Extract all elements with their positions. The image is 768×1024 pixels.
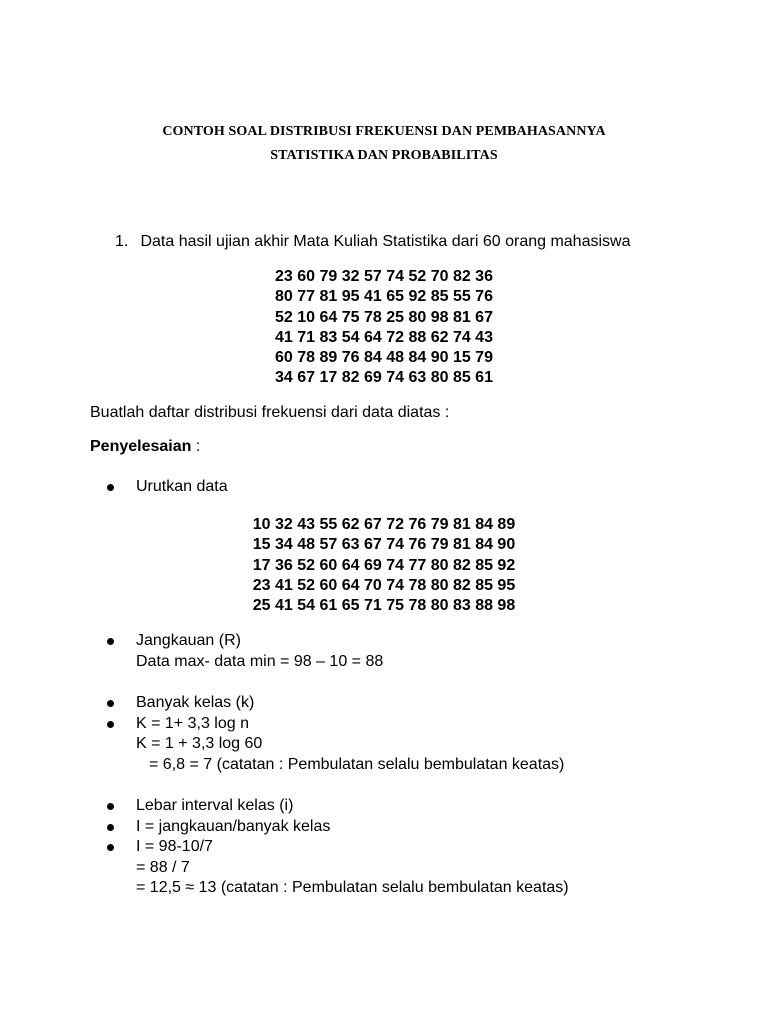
raw-data-row: 41 71 83 54 64 72 88 62 74 43 — [275, 328, 493, 346]
raw-data-row: 60 78 89 76 84 48 84 90 15 79 — [275, 349, 493, 367]
step-list-sort — [107, 477, 228, 498]
raw-data-row: 80 77 81 95 41 65 92 85 55 76 — [275, 288, 493, 306]
width-result: = 12,5 ≈ 13 (catatan : Pembulatan selalu bembulatan keatas) — [136, 879, 569, 896]
bullet-icon — [107, 844, 114, 851]
bullet-icon — [107, 484, 114, 491]
width-substitution: I = 98-10/7 — [136, 838, 213, 855]
question-number: 1. — [115, 233, 129, 250]
width-formula: I = jangkauan/banyak kelas — [136, 817, 331, 835]
sorted-data-row: 15 34 48 57 63 67 74 76 79 81 84 90 — [252, 536, 516, 554]
sorted-data-row: 25 41 54 61 65 71 75 78 80 83 88 98 — [252, 597, 516, 615]
step-list-width — [107, 796, 569, 899]
raw-data-table — [0, 267, 768, 389]
classes-label: Banyak kelas (k) — [136, 694, 255, 711]
list-item — [107, 837, 569, 899]
bullet-icon — [107, 721, 114, 728]
bullet-icon — [107, 638, 114, 645]
classes-substitution: K = 1 + 3,3 log 60 — [136, 735, 263, 752]
instruction-text: Buatlah daftar distribusi frekuensi dari data diatas : — [90, 404, 450, 421]
bullet-icon — [107, 824, 114, 831]
title-line-1: CONTOH SOAL DISTRIBUSI FREKUENSI DAN PEMBAHASANNYA — [162, 124, 606, 139]
classes-result: = 6,8 = 7 (catatan : Pembulatan selalu bembulatan keatas) — [149, 755, 565, 773]
range-label: Jangkauan (R) — [136, 632, 241, 649]
question-text: Data hasil ujian akhir Mata Kuliah Statistika dari 60 orang mahasiswa — [140, 233, 631, 250]
range-calculation: Data max- data min = 98 – 10 = 88 — [136, 652, 384, 670]
list-item — [107, 693, 564, 714]
document-title — [0, 120, 768, 168]
sorted-data-row: 17 36 52 60 64 69 74 77 80 82 85 92 — [252, 556, 516, 574]
list-item — [107, 477, 228, 498]
sort-label: Urutkan data — [136, 478, 228, 495]
list-item — [107, 796, 569, 817]
raw-data-row: 23 60 79 32 57 74 52 70 82 36 — [275, 268, 493, 285]
list-item — [107, 631, 383, 672]
solution-heading — [90, 437, 200, 457]
sorted-data-row: 23 41 52 60 64 70 74 78 80 82 85 95 — [252, 576, 516, 594]
width-label: Lebar interval kelas (i) — [136, 797, 294, 814]
bullet-icon — [107, 700, 114, 707]
solution-colon: : — [191, 438, 201, 455]
classes-formula: K = 1+ 3,3 log n — [136, 714, 249, 732]
sorted-data-row: 10 32 43 55 62 67 72 76 79 81 84 89 — [252, 516, 516, 533]
raw-data-row: 52 10 64 75 78 25 80 98 81 67 — [275, 308, 493, 326]
sorted-data-table — [0, 515, 768, 616]
step-list-range — [107, 631, 383, 672]
list-item — [107, 714, 564, 776]
title-line-2: STATISTIKA DAN PROBABILITAS — [270, 148, 498, 163]
question-1 — [115, 232, 630, 252]
bullet-icon — [107, 803, 114, 810]
solution-label: Penyelesaian — [90, 438, 192, 455]
step-list-classes — [107, 693, 564, 775]
width-step: = 88 / 7 — [136, 858, 190, 876]
raw-data-row: 34 67 17 82 69 74 63 80 85 61 — [275, 369, 493, 387]
list-item — [107, 817, 569, 838]
